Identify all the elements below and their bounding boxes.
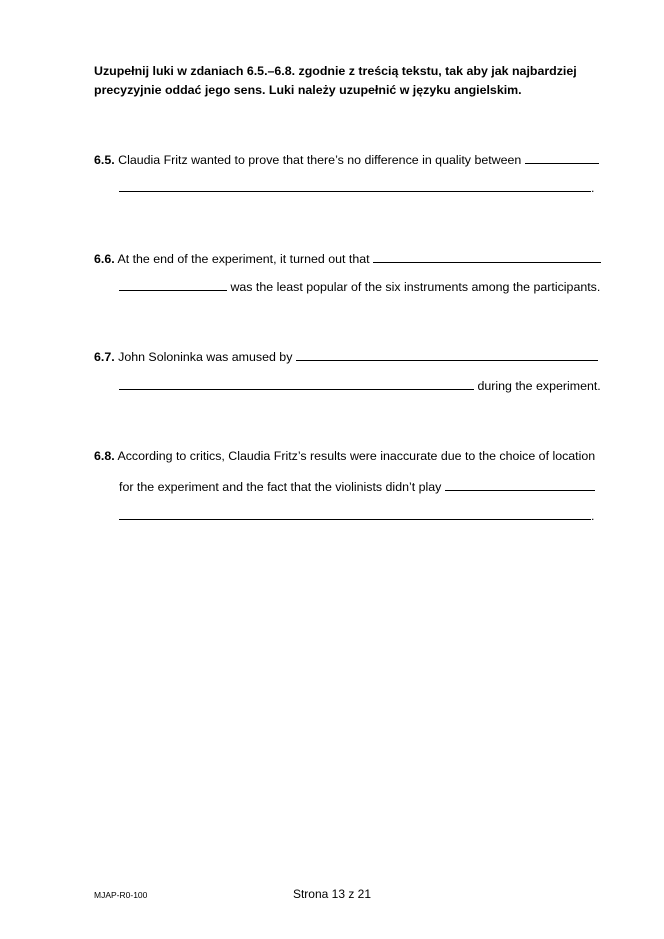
answer-blank[interactable] [119,508,591,520]
answer-blank[interactable] [445,479,595,491]
item-text: was the least popular of the six instruments among the participants. [230,280,601,294]
item-6-6-line2 [119,279,600,295]
item-6-7-line1 [94,349,598,365]
answer-blank[interactable] [296,349,598,361]
exam-code: MJAP-R0-100 [94,890,148,900]
item-text: for the experiment and the fact that the violinists didn’t play [119,480,442,494]
task-instructions: Uzupełnij luki w zdaniach 6.5.–6.8. zgodnie z treścią tekstu, tak aby jak najbardziej precyzyjnie oddać jego sens. Luki należy uzupełnić w języku angielskim. [94,64,577,97]
item-6-8-line2 [119,479,595,495]
item-text: At the end of the experiment, it turned out that [117,252,370,266]
page-number: Strona 13 z 21 [292,887,372,901]
answer-blank[interactable] [119,279,227,291]
item-number: 6.7. [94,350,115,364]
item-text: during the experiment. [477,379,601,393]
item-text: John Soloninka was amused by [118,350,293,364]
item-number: 6.8. [94,449,115,463]
item-text-end: . [591,509,595,523]
answer-blank[interactable] [525,152,599,164]
item-number: 6.5. [94,153,115,167]
item-text: According to critics, Claudia Fritz’s results were inaccurate due to the choice of location [117,449,596,463]
item-6-8-line3 [119,508,594,524]
item-number: 6.6. [94,252,115,266]
answer-blank[interactable] [119,378,474,390]
item-6-5-line2 [119,180,594,196]
answer-blank[interactable] [373,251,601,263]
item-text: Claudia Fritz wanted to prove that there’s no difference in quality between [118,153,522,167]
item-6-7-line2 [119,378,601,394]
item-6-8-line1 [94,448,595,464]
item-6-5-line1 [94,152,599,168]
answer-blank[interactable] [119,180,591,192]
item-text-end: . [591,181,595,195]
item-6-6-line1 [94,251,601,267]
